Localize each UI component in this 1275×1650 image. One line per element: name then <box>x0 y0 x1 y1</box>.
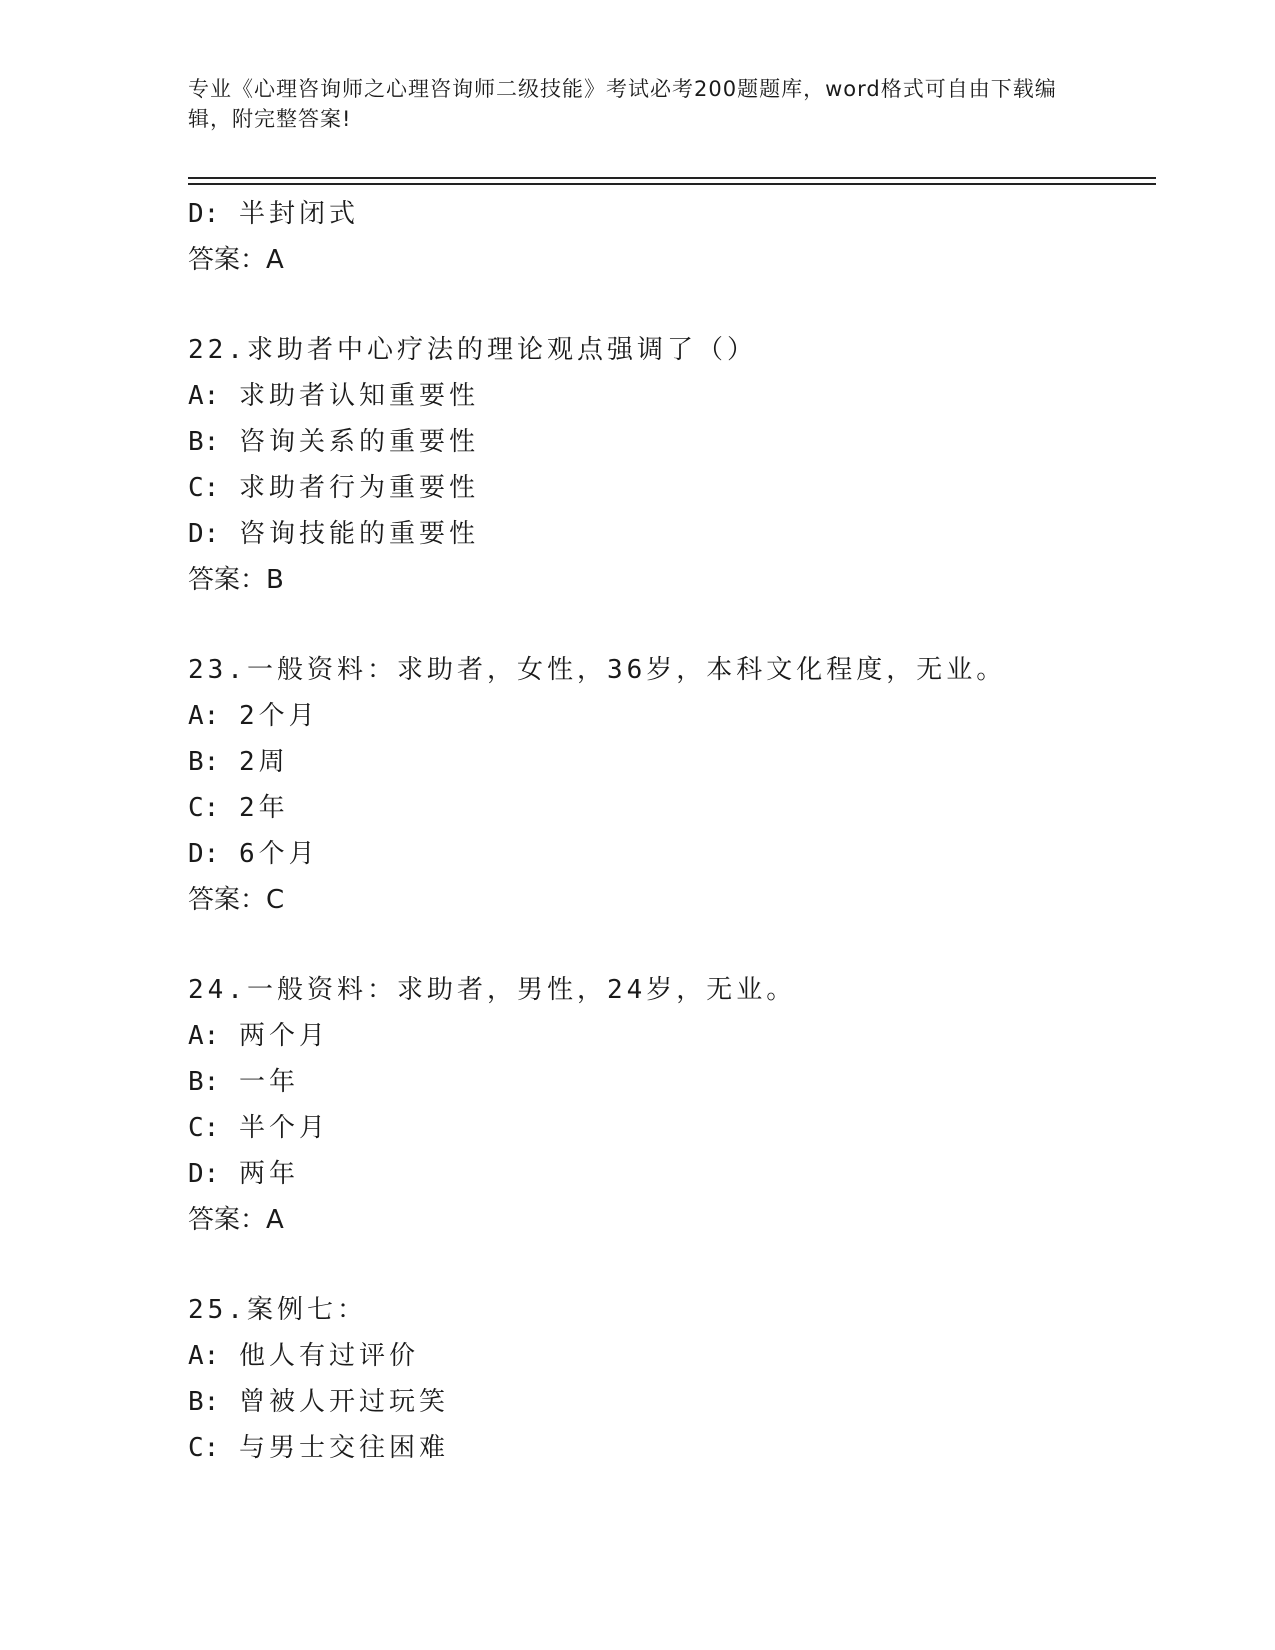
option-text: 求助者认知重要性 <box>238 381 479 411</box>
option-text: 与男士交往困难 <box>238 1433 449 1463</box>
option-b <box>188 739 1156 785</box>
option-label: D: <box>188 519 220 549</box>
option-label: C: <box>188 1113 220 1143</box>
option-text: 曾被人开过玩笑 <box>238 1387 449 1417</box>
option-label: B: <box>188 1067 220 1097</box>
option-text: 咨询技能的重要性 <box>238 519 479 549</box>
option-label: A: <box>188 381 220 411</box>
question-23: 23.一般资料：求助者，女性，36岁，本科文化程度，无业。 <box>188 655 1007 685</box>
option-label: D: <box>188 199 220 229</box>
option-text: 2年 <box>238 793 289 823</box>
option-text: 求助者行为重要性 <box>238 473 479 503</box>
option-text: 咨询关系的重要性 <box>238 427 479 457</box>
option-c <box>188 1425 1156 1471</box>
header-rule-bottom <box>188 183 1156 185</box>
option-text: 半封闭式 <box>238 199 359 229</box>
question-list <box>188 191 1156 1471</box>
document-header: 专业《心理咨询师之心理咨询师二级技能》考试必考200题题库，word格式可自由下载编辑，附完整答案! <box>188 77 1057 131</box>
option-a <box>188 693 1156 739</box>
answer-line: 答案：B <box>188 565 284 595</box>
option-d <box>188 191 1156 237</box>
option-c <box>188 785 1156 831</box>
option-d <box>188 1151 1156 1197</box>
option-text: 一年 <box>238 1067 299 1097</box>
option-label: C: <box>188 793 220 823</box>
option-label: A: <box>188 1341 220 1371</box>
question-22: 22.求助者中心疗法的理论观点强调了（） <box>188 335 757 365</box>
option-label: B: <box>188 747 220 777</box>
option-label: A: <box>188 701 220 731</box>
option-b <box>188 419 1156 465</box>
option-b <box>188 1059 1156 1105</box>
header-rule-top <box>188 177 1156 179</box>
option-a <box>188 1333 1156 1379</box>
option-c <box>188 465 1156 511</box>
question-24: 24.一般资料：求助者，男性，24岁，无业。 <box>188 975 797 1005</box>
answer-line: 答案：C <box>188 885 285 915</box>
option-a <box>188 1013 1156 1059</box>
option-text: 2个月 <box>238 701 319 731</box>
answer-line: 答案：A <box>188 245 284 275</box>
option-a <box>188 373 1156 419</box>
option-text: 两年 <box>238 1159 299 1189</box>
option-label: B: <box>188 1387 220 1417</box>
option-label: D: <box>188 839 220 869</box>
question-25: 25.案例七： <box>188 1295 367 1325</box>
option-label: D: <box>188 1159 220 1189</box>
option-text: 半个月 <box>238 1113 329 1143</box>
option-d <box>188 511 1156 557</box>
option-c <box>188 1105 1156 1151</box>
option-d <box>188 831 1156 877</box>
option-label: B: <box>188 427 220 457</box>
answer-line: 答案：A <box>188 1205 284 1235</box>
option-text: 两个月 <box>238 1021 329 1051</box>
option-label: C: <box>188 1433 220 1463</box>
option-text: 他人有过评价 <box>238 1341 419 1371</box>
option-label: A: <box>188 1021 220 1051</box>
option-text: 2周 <box>238 747 289 777</box>
option-text: 6个月 <box>238 839 319 869</box>
option-b <box>188 1379 1156 1425</box>
option-label: C: <box>188 473 220 503</box>
